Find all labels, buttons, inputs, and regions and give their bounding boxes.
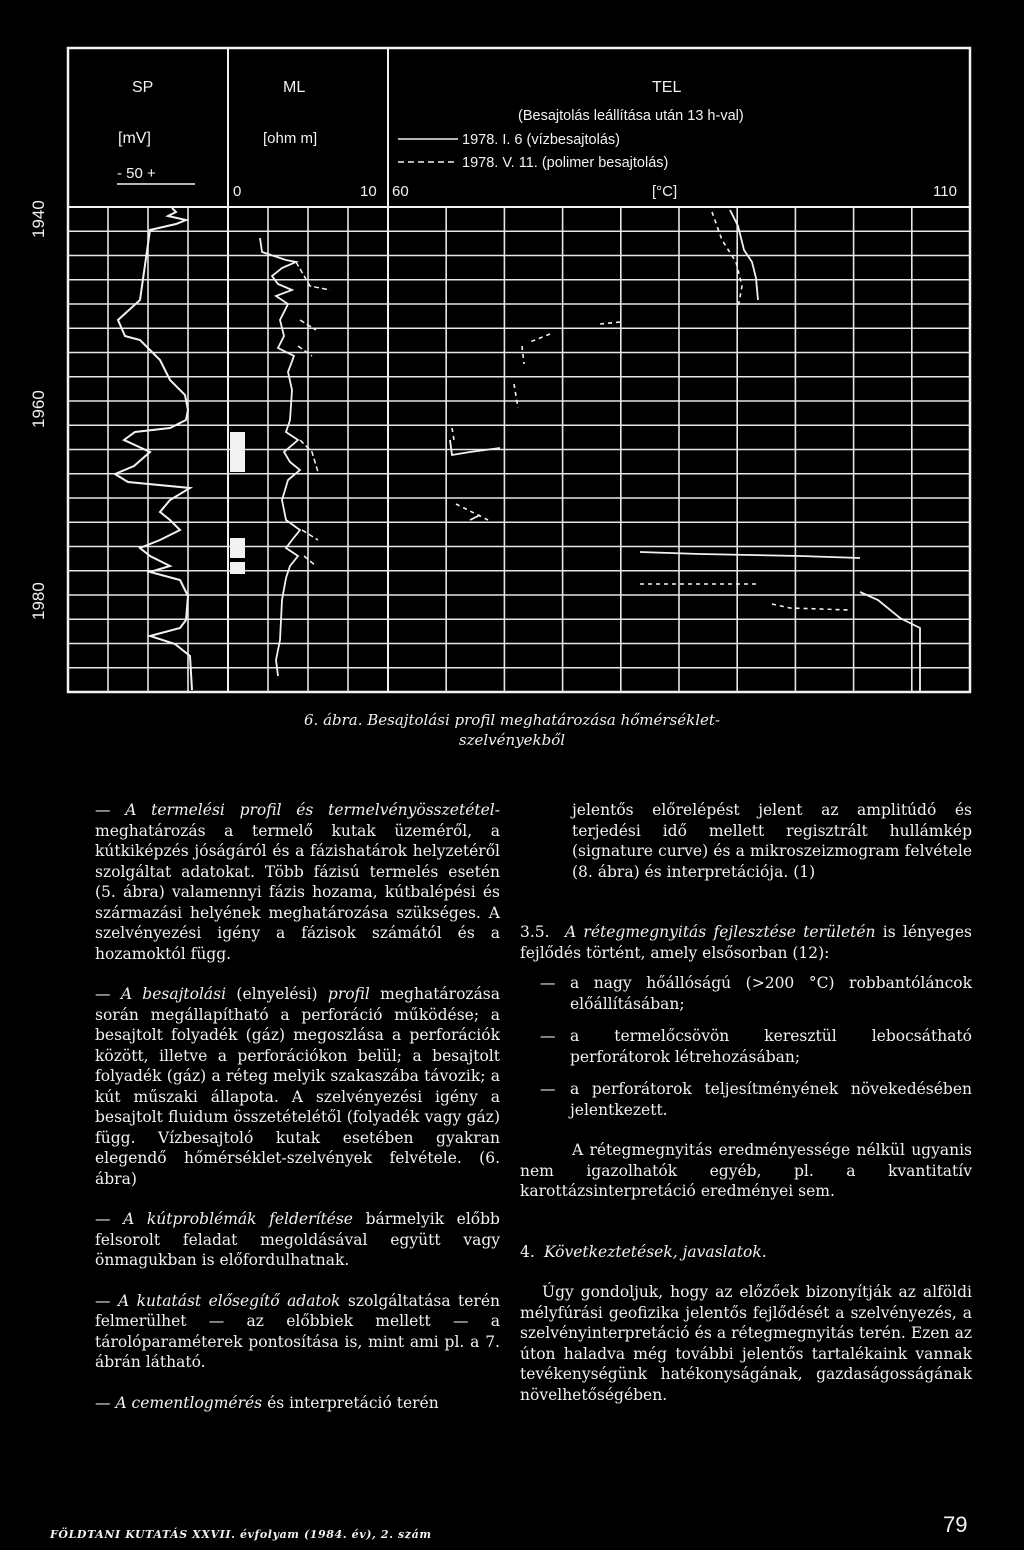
page-number: 79 [943, 1512, 968, 1537]
paragraph-text: meghatározás a termelő kutak üzeméről, a kútkiképzés jóságáról és a fázishatárok helyzetéről szolgáltat adatokat. Több fázisú termelés esetén (5. ábra) valamennyi fázis hozama, kútbalépési és származási helyének meghatározása szükséges. A szelvényezési igény a fázisok számától és a hozamoktól függ. [95, 821, 500, 963]
tel-label: TEL [652, 79, 682, 96]
paragraph-well-problems: — A kútproblémák felderítése bármelyik előbb felsorolt feladat megoldásával együtt vagy önmagukban is előfordulhatnak. [95, 1210, 500, 1269]
term-well-problems: A kútproblémák felderítése [123, 1210, 353, 1228]
tel-curve-dashed [452, 212, 850, 610]
term-production-profile: A termelési profil és termelvényösszetétel- [125, 801, 500, 819]
ml-label: ML [283, 79, 306, 96]
term-research-data: A kutatást elősegítő adatok [117, 1291, 341, 1310]
bullet-item: — a nagy hőállóságú (>200 °C) robbantóláncok előállításában; [540, 974, 972, 1013]
bullet-item: — a perforátorok teljesítményének növekedésében jelentkezett. [540, 1080, 972, 1119]
ml-curve-2 [296, 262, 330, 566]
ml-block-2 [230, 538, 245, 558]
paragraph-text: szolgáltatása terén felmerülhet — az előbbiek mellett — a tárolóparaméterek pontosítása is, mint ami pl. a 7. ábrán látható. [95, 1291, 500, 1371]
term-cement-log: A cementlogmérés [115, 1393, 263, 1412]
right-column [520, 800, 972, 1405]
ml-max: 10 [360, 183, 377, 200]
section-heading-4 [520, 1242, 972, 1263]
tel-min: 60 [392, 183, 409, 200]
sp-unit: [mV] [118, 130, 151, 147]
depth-label-1980: 1980 [29, 582, 48, 620]
bullet-item: — a termelőcsövön keresztül lebocsátható perforátorok létrehozásában; [540, 1027, 972, 1066]
tel-unit: [°C] [652, 183, 678, 200]
paragraph-conclusions: Úgy gondoljuk, hogy az előzőek bizonyítják az alföldi mélyfúrási geofizika jelentős fejlődését a szelvényezés, a szelvényinterpretáció és a rétegmegnyitás terén. Ezen az úton haladva még további jelentős tartalékaink vannak tevékenységünk hatékonyságának, gazdaságosságának növelhetőségében. [520, 1283, 972, 1404]
depth-label-1960: 1960 [29, 390, 48, 428]
figure-caption-line2: szelvényekből [458, 731, 566, 749]
legend-solid: 1978. I. 6 (vízbesajtolás) [462, 132, 620, 148]
term-profile: profil [327, 985, 370, 1003]
paragraph-continuation: jelentős előrelépést jelent az amplitúdó és terjedési idő mellett regisztrált hullámkép (signature curve) és a mikroszeizmogram felvétele (8. ábra) és interpretációja. (1) [572, 801, 972, 881]
section-number-4: 4. [520, 1242, 535, 1261]
paragraph-perforation [520, 922, 972, 963]
ml-block-3 [230, 562, 245, 574]
term-absorption: (elnyelési) [236, 985, 318, 1003]
figure-caption-line1: 6. ábra. Besajtolási profil meghatározása hőmérséklet- [303, 711, 721, 729]
paragraph-cement-log: — A cementlogmérés és interpretáció terén [95, 1393, 439, 1412]
journal-footer: FÖLDTANI KUTATÁS XXVII. évfolyam (1984. év), 2. szám [50, 1528, 432, 1541]
sp-scale: - 50 + [117, 165, 156, 182]
paragraph-text: is lényeges fejlődés történt, amely elsősorban (12): [520, 923, 972, 962]
log-grid [68, 207, 970, 692]
sp-label: SP [132, 79, 154, 96]
paragraph-research-data: — A kutatást elősegítő adatok szolgáltatása terén felmerülhet — az előbbiek mellett — a tárolóparaméterek pontosítása is, mint ami pl. a 7. ábrán látható. [95, 1291, 500, 1371]
depth-label-1940: 1940 [29, 200, 48, 238]
legend-dashed: 1978. V. 11. (polimer besajtolás) [462, 155, 669, 171]
paragraph-injection-profile: — A besajtolási (elnyelési) profil meghatározása során megállapítható a perforáció működése; a besajtolt folyadék (gáz) megoszlása a perforációk között, illetve a perforációkon belül; a besajtolt folyadék (gáz) a réteg melyik szakaszába távozik; a kút műszaki állapota. A szelvényezési igény a besajtolt fluidum összetételétől (folyadék vagy gáz) függ. Vízbesajtoló kutak esetében gyakran elegendő hőmérséklet-szelvények felvétele. (6. ábra) [95, 985, 501, 1188]
paragraph-perforation-result: A rétegmegnyitás eredményessége nélkül ugyanis nem igazolhatók egyéb, pl. a kvantitatív karottázsinterpretáció eredményei sem. [520, 1141, 972, 1200]
ml-block-1 [230, 432, 245, 472]
section-number-3-5: 3.5. [520, 923, 550, 941]
paragraph-text: és interpretáció terén [267, 1393, 439, 1412]
tel-note: (Besajtolás leállítása után 13 h-val) [518, 108, 744, 124]
tel-max: 110 [933, 183, 957, 200]
ml-min: 0 [233, 183, 242, 200]
left-column [95, 800, 500, 1413]
ml-unit: [ohm m] [263, 130, 318, 147]
well-log-figure [0, 0, 1024, 760]
paragraph-text: bármelyik előbb felsorolt feladat megoldásával együtt vagy önmagukban is előfordulhatnak. [95, 1210, 500, 1269]
paragraph-production-profile: — A termelési profil és termelvényösszetétel- meghatározás a termelő kutak üzeméről, a kútkiképzés jóságáról és a fázishatárok helyzetéről szolgáltat adatokat. Több fázisú termelés esetén (5. ábra) valamennyi fázis hozama, kútbalépési és származási helyének meghatározása szükséges. A szelvényezési igény a fázisok számától és a hozamoktól függ. [95, 801, 500, 963]
paragraph-text: meghatározása során megállapítható a perforáció működése; a besajtolt folyadék (gáz) megoszlása a perforációk között, illetve a perforációkon belül; a besajtolt folyadék (gáz) a réteg melyik szakaszába távozik; a kút műszaki állapota. A szelvényezési igény a besajtolt fluidum összetételétől (folyadék vagy gáz) függ. Vízbesajtoló kutak esetében gyakran elegendő hőmérséklet-szelvények felvétele. (6. ábra) [95, 985, 501, 1188]
term-injection: A besajtolási [120, 985, 227, 1003]
term-perforation-development: A rétegmegnyitás fejlesztése területén [565, 923, 876, 941]
section-title: Következtetések, javaslatok. [544, 1242, 767, 1261]
